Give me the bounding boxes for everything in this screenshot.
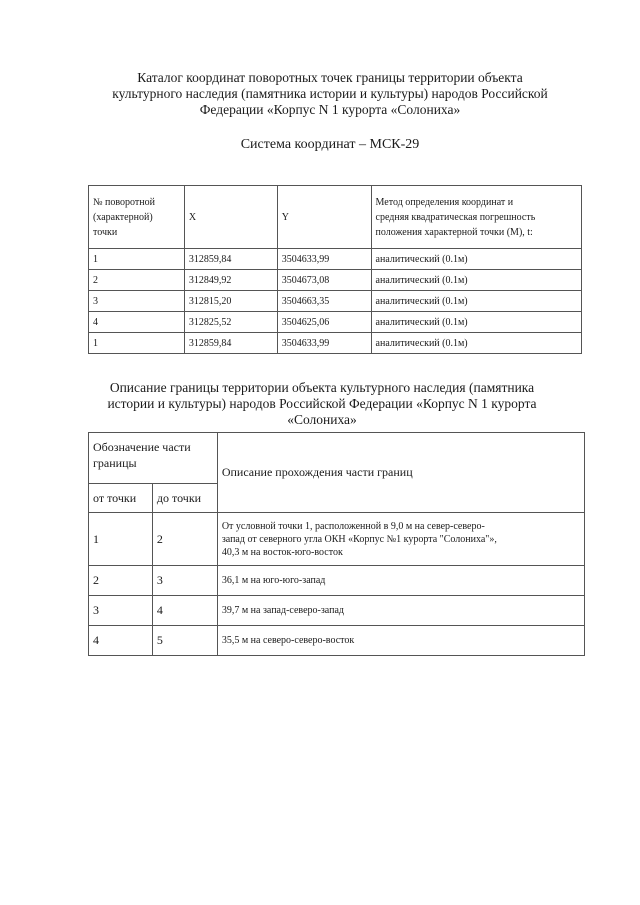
- y-cell: 3504625,06: [277, 312, 371, 333]
- coordinates-table: [88, 185, 582, 354]
- table-row: [89, 596, 585, 626]
- method-header-line: положения характерной точки (М), t:: [375, 226, 533, 238]
- point-header-line: (характерной): [93, 211, 153, 223]
- method-cell: аналитический (0.1м): [371, 270, 581, 291]
- to-cell: 5: [152, 626, 217, 656]
- from-cell: 1: [89, 513, 153, 566]
- method-cell: аналитический (0.1м): [371, 291, 581, 312]
- boundary-description-table: [88, 432, 585, 656]
- method-cell: аналитический (0.1м): [371, 333, 581, 354]
- x-cell: 312815,20: [184, 291, 277, 312]
- description-title: [52, 380, 592, 428]
- coordinates-table-header: [89, 186, 582, 249]
- x-cell: 312859,84: [184, 333, 277, 354]
- point-cell: 3: [89, 291, 185, 312]
- table-row: [89, 626, 585, 656]
- description-cell: 35,5 м на северо-северо-восток: [217, 626, 584, 656]
- x-cell: 312859,84: [184, 249, 277, 270]
- point-cell: 1: [89, 333, 185, 354]
- to-cell: 4: [152, 596, 217, 626]
- catalog-title-line: Федерации «Корпус N 1 курорта «Солониха»: [199, 102, 461, 117]
- catalog-title-line: Каталог координат поворотных точек границы территории объекта: [137, 70, 523, 85]
- catalog-title-line: культурного наследия (памятника истории и культуры) народов Российской: [112, 86, 548, 101]
- table-row: [89, 270, 582, 291]
- point-header-line: № поворотной: [93, 196, 155, 208]
- y-cell: 3504663,35: [277, 291, 371, 312]
- description-line: 40,3 м на восток-юго-восток: [221, 546, 343, 558]
- boundary-part-header: [89, 433, 218, 484]
- x-cell: 312849,92: [184, 270, 277, 291]
- y-cell: 3504673,08: [277, 270, 371, 291]
- description-header: Описание прохождения части границ: [217, 433, 584, 513]
- description-title-line: «Солониха»: [287, 412, 357, 427]
- y-cell: 3504633,99: [277, 249, 371, 270]
- method-header-line: Метод определения координат и: [375, 196, 514, 208]
- point-cell: 2: [89, 270, 185, 291]
- description-title-line: Описание границы территории объекта культурного наследия (памятника: [109, 380, 535, 395]
- point-header-line: точки: [93, 226, 118, 238]
- description-table-header: [89, 433, 585, 484]
- boundary-part-header-line: границы: [93, 456, 137, 470]
- to-point-header: до точки: [152, 484, 217, 513]
- x-header: X: [184, 186, 277, 249]
- from-cell: 3: [89, 596, 153, 626]
- to-cell: 3: [152, 566, 217, 596]
- point-header: [89, 186, 185, 249]
- table-row: [89, 566, 585, 596]
- table-row: [89, 249, 582, 270]
- method-cell: аналитический (0.1м): [371, 312, 581, 333]
- description-line: запад от северного угла ОКН «Корпус №1 курорта "Солониха"»,: [221, 533, 497, 545]
- to-cell: 2: [152, 513, 217, 566]
- description-cell: 39,7 м на запад-северо-запад: [217, 596, 584, 626]
- catalog-title: [60, 70, 600, 118]
- y-cell: 3504633,99: [277, 333, 371, 354]
- table-row: [89, 291, 582, 312]
- coordinate-system-label: Система координат – МСК-29: [240, 137, 420, 152]
- point-cell: 4: [89, 312, 185, 333]
- from-cell: 2: [89, 566, 153, 596]
- table-row: [89, 513, 585, 566]
- description-title-line: истории и культуры) народов Российской Федерации «Корпус N 1 курорта: [107, 396, 537, 411]
- point-cell: 1: [89, 249, 185, 270]
- method-header: [371, 186, 581, 249]
- method-header-line: средняя квадратическая погрешность: [375, 211, 536, 223]
- y-header: Y: [277, 186, 371, 249]
- x-cell: 312825,52: [184, 312, 277, 333]
- table-row: [89, 333, 582, 354]
- boundary-part-header-line: Обозначение части: [93, 440, 191, 454]
- from-cell: 4: [89, 626, 153, 656]
- description-line: От условной точки 1, расположенной в 9,0 м на север-северо-: [221, 520, 485, 532]
- description-cell: 36,1 м на юго-юго-запад: [217, 566, 584, 596]
- method-cell: аналитический (0.1м): [371, 249, 581, 270]
- table-row: [89, 312, 582, 333]
- from-point-header: от точки: [89, 484, 153, 513]
- description-cell: [217, 513, 584, 566]
